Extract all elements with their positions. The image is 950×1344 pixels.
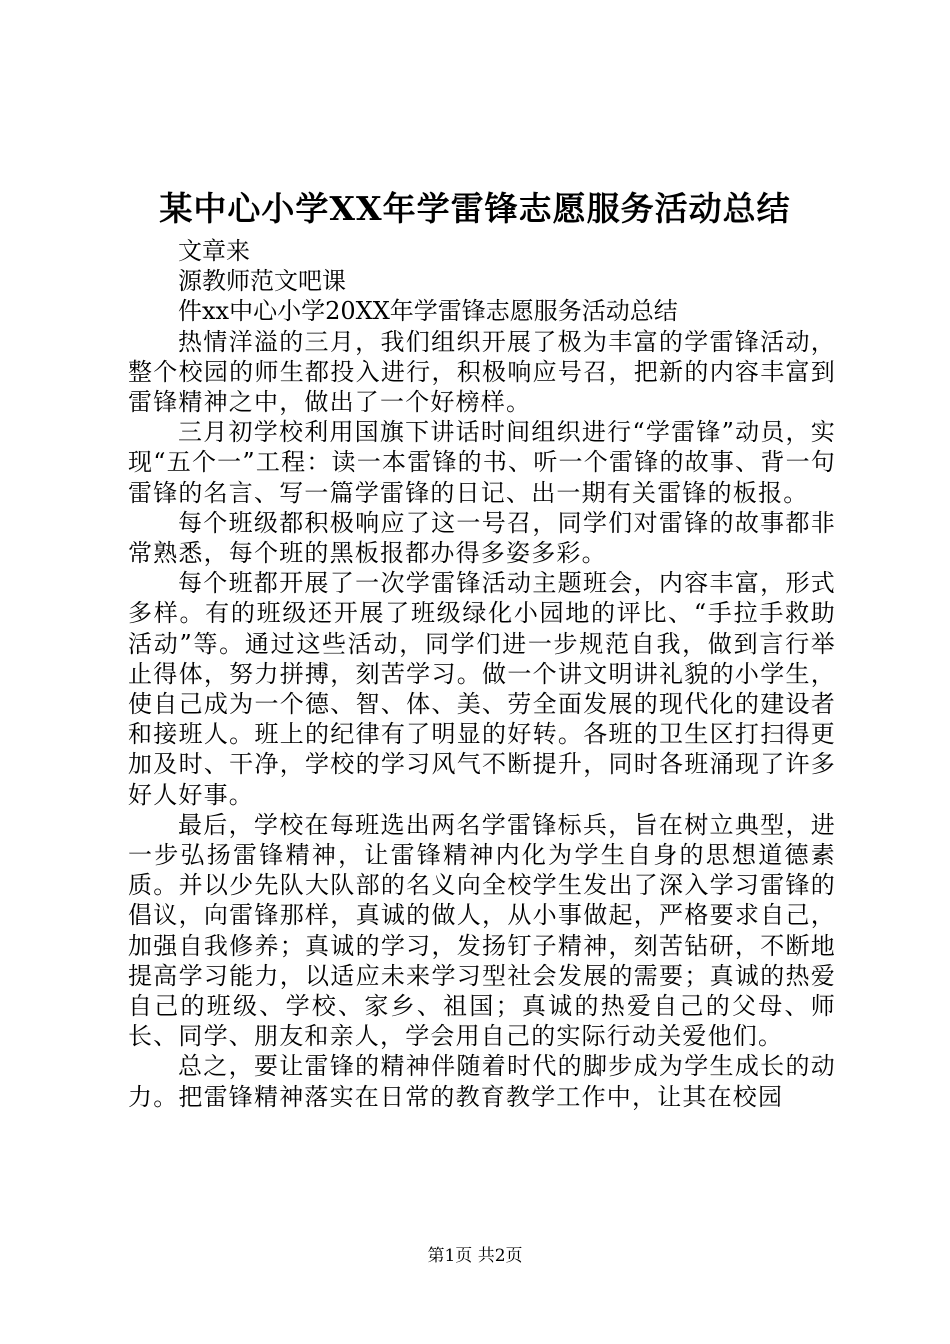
page-footer: 第1页 共2页: [427, 1246, 523, 1266]
body-paragraph: 总之，要让雷锋的精神伴随着时代的脚步成为学生成长的动力。把雷锋精神落实在日常的教育教学工作中，让其在校园: [128, 1052, 836, 1111]
body-paragraph: 最后，学校在每班选出两名学雷锋标兵，旨在树立典型，进一步弘扬雷锋精神，让雷锋精神内化为学生自身的思想道德素质。并以少先队大队部的名义向全校学生发出了深入学习雷锋的倡议，向雷锋那样，真诚的做人，从小事做起，严格要求自己，加强自我修养；真诚的学习，发扬钉子精神，刻苦钻研，不断地提高学习能力，以适应未来学习型社会发展的需要；真诚的热爱自己的班级、学校、家乡、祖国；真诚的热爱自己的父母、师长、同学、朋友和亲人，学会用自己的实际行动关爱他们。: [128, 810, 836, 1051]
header-line: 源教师范文吧课: [178, 267, 346, 296]
header-line: 件xx中心小学20XX年学雷锋志愿服务活动总结: [178, 297, 678, 326]
document-title: 某中心小学XX年学雷锋志愿服务活动总结: [159, 189, 791, 228]
body-paragraph: 三月初学校利用国旗下讲话时间组织进行“学雷锋”动员，实现“五个一”工程：读一本雷锋的书、听一个雷锋的故事、背一句雷锋的名言、写一篇学雷锋的日记、出一期有关雷锋的板报。: [128, 418, 836, 507]
document-body: [128, 236, 836, 1112]
body-paragraph: 热情洋溢的三月，我们组织开展了极为丰富的学雷锋活动，整个校园的师生都投入进行，积极响应号召，把新的内容丰富到雷锋精神之中，做出了一个好榜样。: [128, 327, 836, 417]
body-paragraph: 每个班级都积极响应了这一号召，同学们对雷锋的故事都非常熟悉，每个班的黑板报都办得多姿多彩。: [128, 508, 836, 568]
body-paragraph: 每个班都开展了一次学雷锋活动主题班会，内容丰富，形式多样。有的班级还开展了班级绿化小园地的评比、“手拉手救助活动”等。通过这些活动，同学们进一步规范自我，做到言行举止得体，努力拼搏，刻苦学习。做一个讲文明讲礼貌的小学生，使自己成为一个德、智、体、美、劳全面发展的现代化的建设者和接班人。班上的纪律有了明显的好转。各班的卫生区打扫得更加及时、干净，学校的学习风气不断提升，同时各班涌现了许多好人好事。: [128, 569, 836, 809]
header-line: 文章来: [178, 237, 250, 265]
